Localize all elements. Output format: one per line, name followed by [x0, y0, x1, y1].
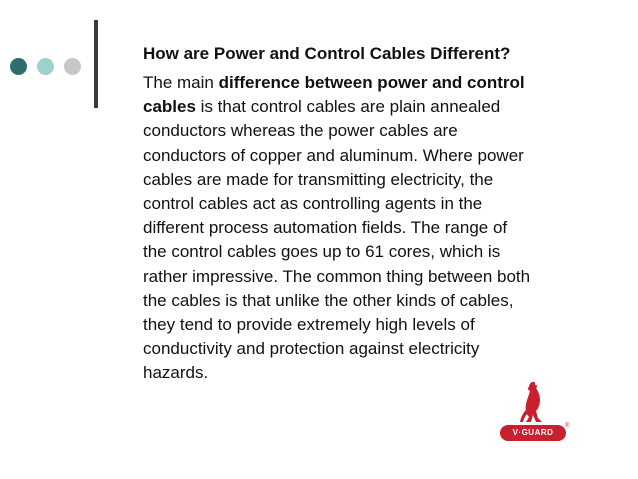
body-line: the cables is that unlike the other kinds of cables,: [143, 290, 514, 310]
body-line: they tend to provide extremely high levels of: [143, 315, 475, 335]
body-line: conductors of copper and aluminum. Where power: [143, 145, 524, 165]
body-line: hazards.: [143, 363, 209, 383]
body-line: conductivity and protection against electricity: [143, 339, 480, 359]
logo-band: V·GUARD: [500, 425, 566, 441]
vguard-logo: [496, 380, 572, 452]
body-line: control cables act as controlling agents in the: [143, 194, 483, 214]
slide-heading: How are Power and Control Cables Different?: [143, 44, 511, 63]
gray-dot: [64, 58, 81, 75]
body-line: conductors whereas the power cables are: [143, 121, 458, 141]
slide-body-text: [143, 71, 613, 386]
body-line: rather impressive. The common thing between both: [143, 266, 531, 286]
body-line: cables are made for transmitting electricity, the: [143, 169, 494, 189]
registered-mark: ®: [565, 423, 570, 429]
body-line: cables is that control cables are plain annealed: [143, 97, 501, 117]
body-line: different process automation fields. The range of: [143, 218, 508, 238]
body-line: the control cables goes up to 61 cores, which is: [143, 242, 501, 262]
bold-phrase: difference between power and control: [218, 73, 525, 92]
light-teal-dot: [37, 58, 54, 75]
slide-content: [143, 43, 613, 386]
bold-phrase: cables: [143, 97, 196, 117]
body-line: The main difference between power and control: [143, 73, 525, 92]
vertical-divider: [94, 20, 98, 108]
kangaroo-logo-icon: [518, 380, 548, 424]
dark-teal-dot: [10, 58, 27, 75]
decorative-dots: [10, 58, 82, 78]
